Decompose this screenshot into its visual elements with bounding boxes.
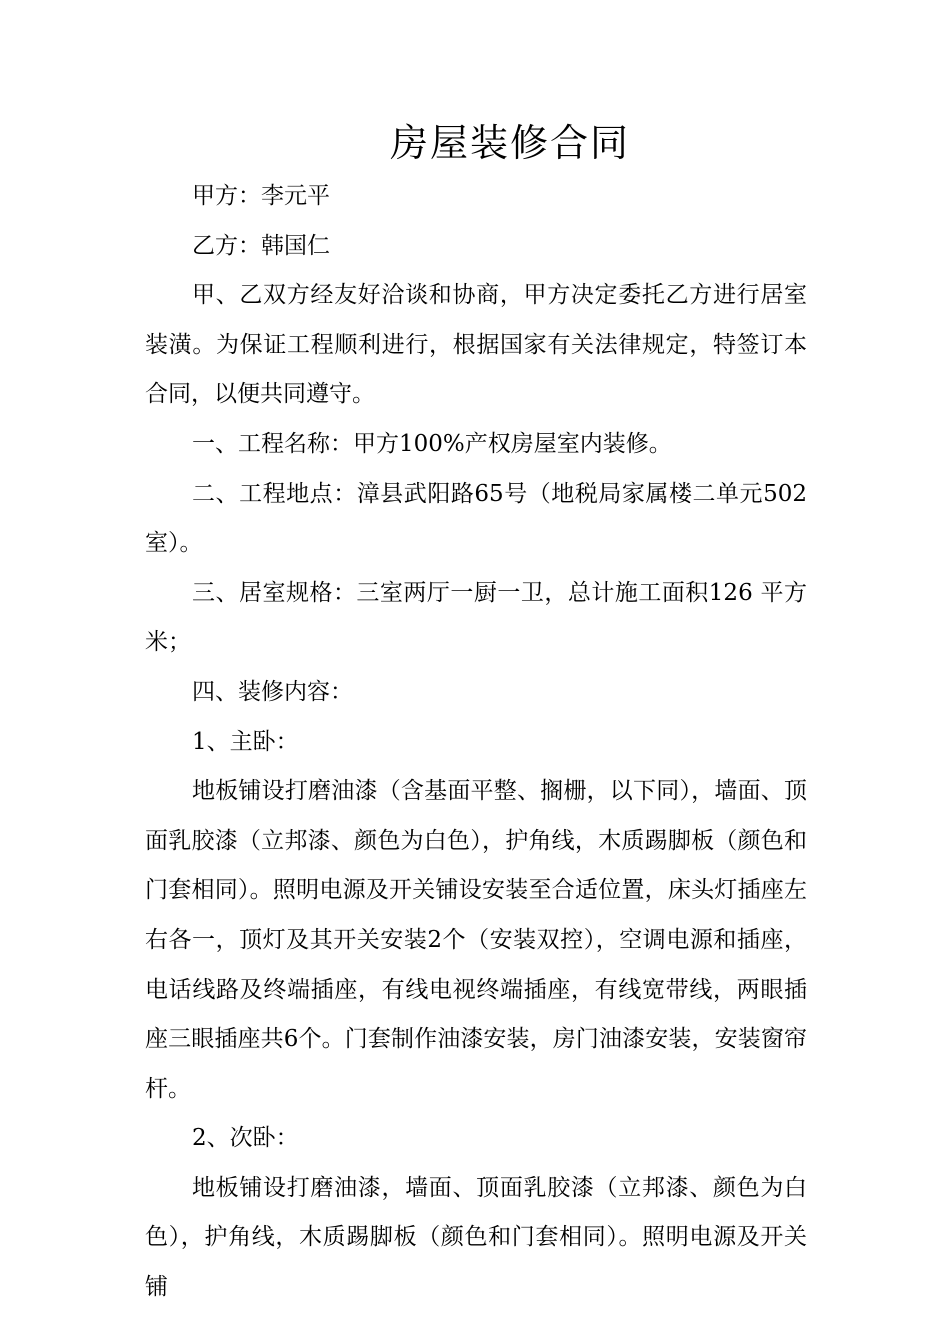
party-b: 乙方：韩国仁	[192, 232, 330, 259]
item-second-bedroom-body: 地板铺设打磨油漆，墙面、顶面乳胶漆（立邦漆、颜色为白色），护角线，木质踢脚板（颜色和门套相同）。照明电源及开关铺	[145, 1174, 807, 1301]
clause-project-location: 二、工程地点：漳县武阳路65号（地税局家属楼二单元502室）。	[145, 480, 807, 557]
clause-room-specs: 三、居室规格：三室两厅一厨一卫，总计施工面积126 平方米；	[145, 579, 807, 656]
party-a: 甲方：李元平	[192, 183, 330, 209]
clause-renovation-content: 四、装修内容：	[192, 678, 353, 705]
document-title: 房屋装修合同	[389, 121, 630, 165]
item-second-bedroom-heading: 2、次卧：	[192, 1125, 299, 1152]
item-master-bedroom-body: 地板铺设打磨油漆（含基面平整、搁栅，以下同），墙面、顶面乳胶漆（立邦漆、颜色为白色），护角线，木质踢脚板（颜色和门套相同）。照明电源及开关铺设安装至合适位置，床头灯插座左右各一，顶灯及其开关安装2个（安装双控），空调电源和插座，电话线路及终端插座，有线电视终端插座，有线宽带线，两眼插座三眼插座共6个。门套制作油漆安装，房门油漆安装，安装窗帘杆。	[145, 778, 807, 1102]
document-body	[145, 172, 807, 1313]
clause-project-name: 一、工程名称：甲方100%产权房屋室内装修。	[192, 430, 672, 457]
item-master-bedroom-heading: 1、主卧：	[192, 728, 299, 755]
preamble-paragraph: 甲、乙双方经友好洽谈和协商，甲方决定委托乙方进行居室装潢。为保证工程顺利进行，根据国家有关法律规定，特签订本合同，以便共同遵守。	[145, 282, 807, 408]
